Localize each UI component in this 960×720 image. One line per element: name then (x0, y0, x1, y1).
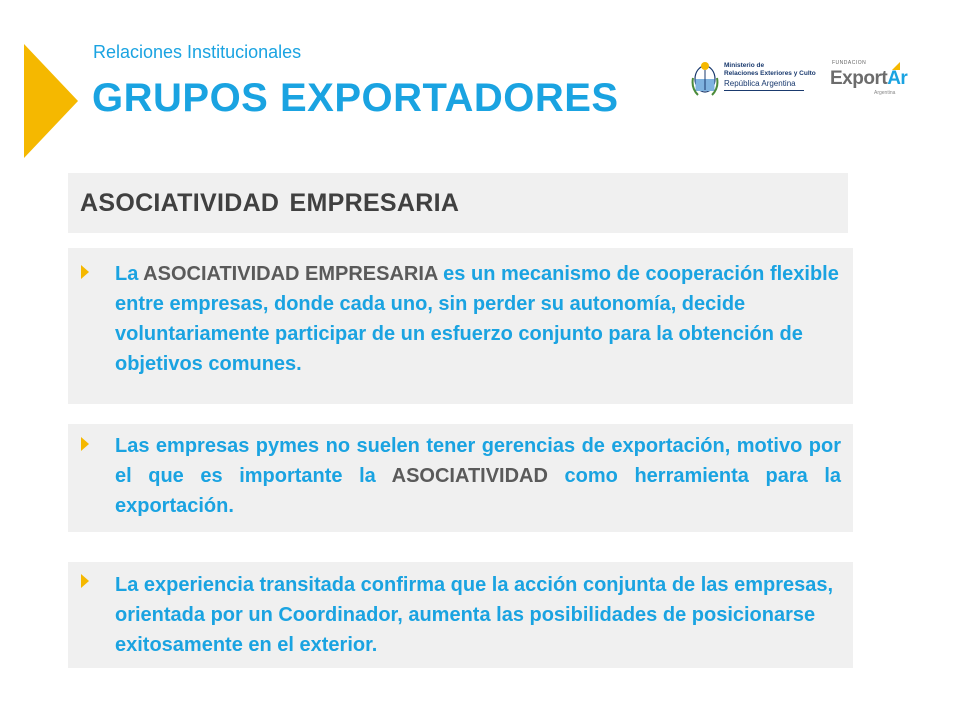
paragraph-definition (115, 259, 841, 379)
section-header (68, 173, 848, 233)
ministry-name-line2: Relaciones Exteriores y Culto (724, 70, 816, 77)
exportar-wordmark-main: Export (830, 68, 888, 89)
paragraph-definition-highlight: ASOCIATIVIDAD EMPRESARIA (143, 263, 438, 285)
exportar-fundacion-label: FUNDACION (832, 60, 867, 66)
exportar-wordmark (830, 68, 907, 90)
paragraph-pymes-highlight: ASOCIATIVIDAD (391, 465, 548, 487)
paragraph-experiencia: La experiencia transitada confirma que la acción conjunta de las empresas, orientada por un Coordinador, aumenta las posibilidades de posicionarse exitosamente en el exterior. (115, 574, 834, 656)
ministry-name-line1: Ministerio de (724, 62, 765, 69)
exportar-country-label: Argentina (874, 90, 896, 96)
yellow-chevron-bullet-icon (81, 574, 89, 588)
paragraph-pymes-suffix: como herramienta para la exportación. (115, 465, 842, 517)
yellow-triangle-icon (24, 44, 78, 158)
paragraph-pymes-prefix: Las empresas pymes no suelen tener gerencias de exportación, motivo por el que es importante la (115, 435, 841, 487)
paragraph-definition-prefix: La (115, 263, 144, 285)
info-box-definition (68, 248, 853, 404)
info-box-experiencia (68, 562, 853, 668)
yellow-chevron-bullet-icon (81, 437, 89, 451)
ministry-divider (724, 90, 804, 91)
section-title: ASOCIATIVIDAD EMPRESARIA (80, 188, 460, 217)
info-box-pymes (68, 424, 853, 532)
argentina-coat-of-arms-icon (690, 58, 720, 98)
ministry-country: República Argentina (724, 79, 796, 88)
ministry-logo (686, 56, 816, 104)
page-title: GRUPOS EXPORTADORES (92, 76, 619, 120)
logos-group (686, 56, 936, 104)
paragraph-definition-suffix: es un mecanismo de cooperación flexible entre empresas, donde cada uno, sin perder su autonomía, decide voluntariamente participar de un esfuerzo conjunto para la obtención de objetivos comunes. (115, 263, 839, 375)
exportar-wordmark-accent: Ar (887, 68, 908, 89)
exportar-logo (830, 60, 930, 104)
header-subtitle: Relaciones Institucionales (93, 42, 302, 62)
paragraph-pymes (115, 431, 841, 521)
yellow-chevron-bullet-icon (81, 265, 89, 279)
